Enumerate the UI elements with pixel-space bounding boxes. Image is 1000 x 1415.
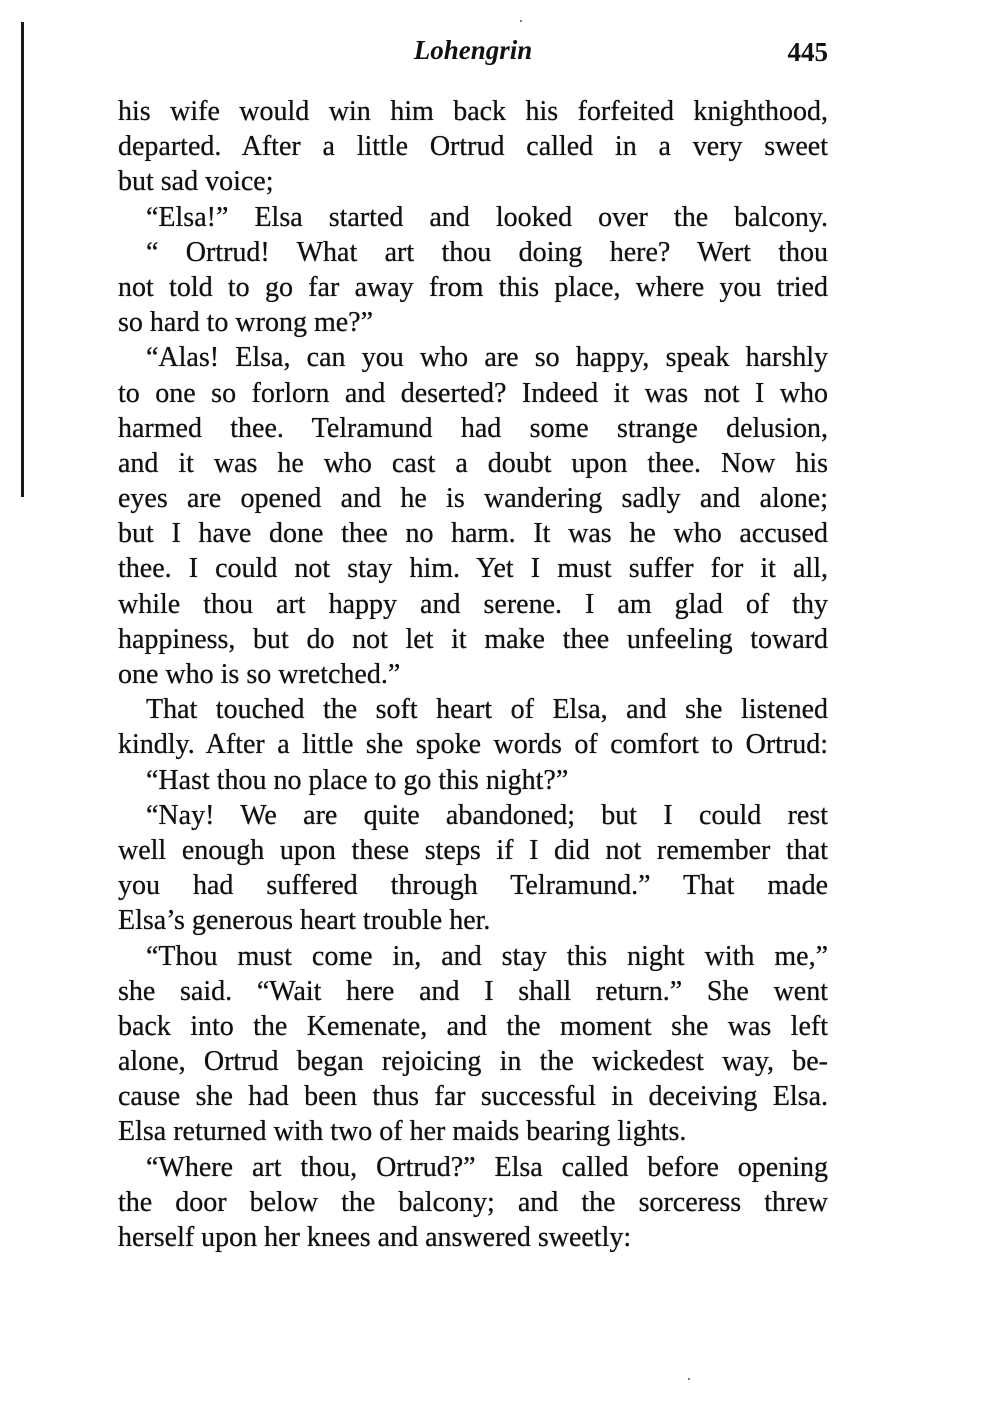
text-line: so hard to wrong me?” [118, 307, 374, 339]
text-line: “Hast thou no place to go this night?” [146, 764, 569, 796]
text-line: his wife would win him back his forfeited knighthood, [118, 96, 828, 127]
text-line: the door below the balcony; and the sorceress threw [118, 1186, 828, 1218]
text-line: one who is so wretched.” [118, 659, 401, 690]
text-line: herself upon her knees and answered sweetly: [118, 1222, 632, 1253]
binding-edge-line [21, 22, 24, 497]
text-line: while thou art happy and serene. I am glad of thy [118, 588, 828, 620]
text-line: and it was he who cast a doubt upon thee. Now his [118, 447, 828, 479]
scan-speck [688, 1378, 690, 1380]
running-head [118, 35, 828, 75]
text-line: “ Ortrud! What art thou doing here? Wert thou [146, 236, 828, 268]
body-text [118, 94, 828, 1255]
text-line: thee. I could not stay him. Yet I must suffer for it all, [118, 553, 828, 585]
text-line: but I have done thee no harm. It was he who accused [118, 518, 828, 550]
text-line: you had suffered through Telramund.” That made [118, 870, 828, 902]
text-line: she said. “Wait here and I shall return.” She went [118, 975, 828, 1007]
text-line: back into the Kemenate, and the moment she was left [118, 1010, 828, 1042]
text-line: “Nay! We are quite abandoned; but I could rest [146, 799, 828, 831]
text-line: cause she had been thus far successful in deceiving Elsa. [118, 1081, 828, 1113]
page-number: 445 [787, 37, 828, 67]
text-line: departed. After a little Ortrud called in a very sweet [118, 131, 828, 163]
text-line: but sad voice; [118, 166, 274, 198]
text-line: harmed thee. Telramund had some strange delusion, [118, 412, 828, 444]
text-line: “Thou must come in, and stay this night with me,” [146, 940, 828, 972]
text-line: happiness, but do not let it make thee unfeeling toward [118, 623, 828, 655]
text-line: not told to go far away from this place, where you tried [118, 271, 828, 303]
scan-speck [520, 20, 522, 22]
text-line: That touched the soft heart of Elsa, and she listened [146, 694, 828, 726]
text-line: Elsa’s generous heart trouble her. [118, 905, 491, 937]
text-line: kindly. After a little she spoke words of comfort to Ortrud: [118, 729, 828, 761]
text-line: “Elsa!” Elsa started and looked over the balcony. [146, 201, 828, 233]
text-line: alone, Ortrud began rejoicing in the wickedest way, be- [118, 1046, 828, 1078]
text-line: to one so forlorn and deserted? Indeed it was not I who [118, 377, 828, 409]
text-line: “Where art thou, Ortrud?” Elsa called before opening [146, 1151, 828, 1183]
running-title: Lohengrin [413, 35, 533, 65]
text-line: Elsa returned with two of her maids bearing lights. [118, 1116, 687, 1148]
text-line: “Alas! Elsa, can you who are so happy, speak harshly [146, 342, 828, 374]
text-line: well enough upon these steps if I did not remember that [118, 834, 828, 866]
text-line: eyes are opened and he is wandering sadly and alone; [118, 483, 828, 515]
